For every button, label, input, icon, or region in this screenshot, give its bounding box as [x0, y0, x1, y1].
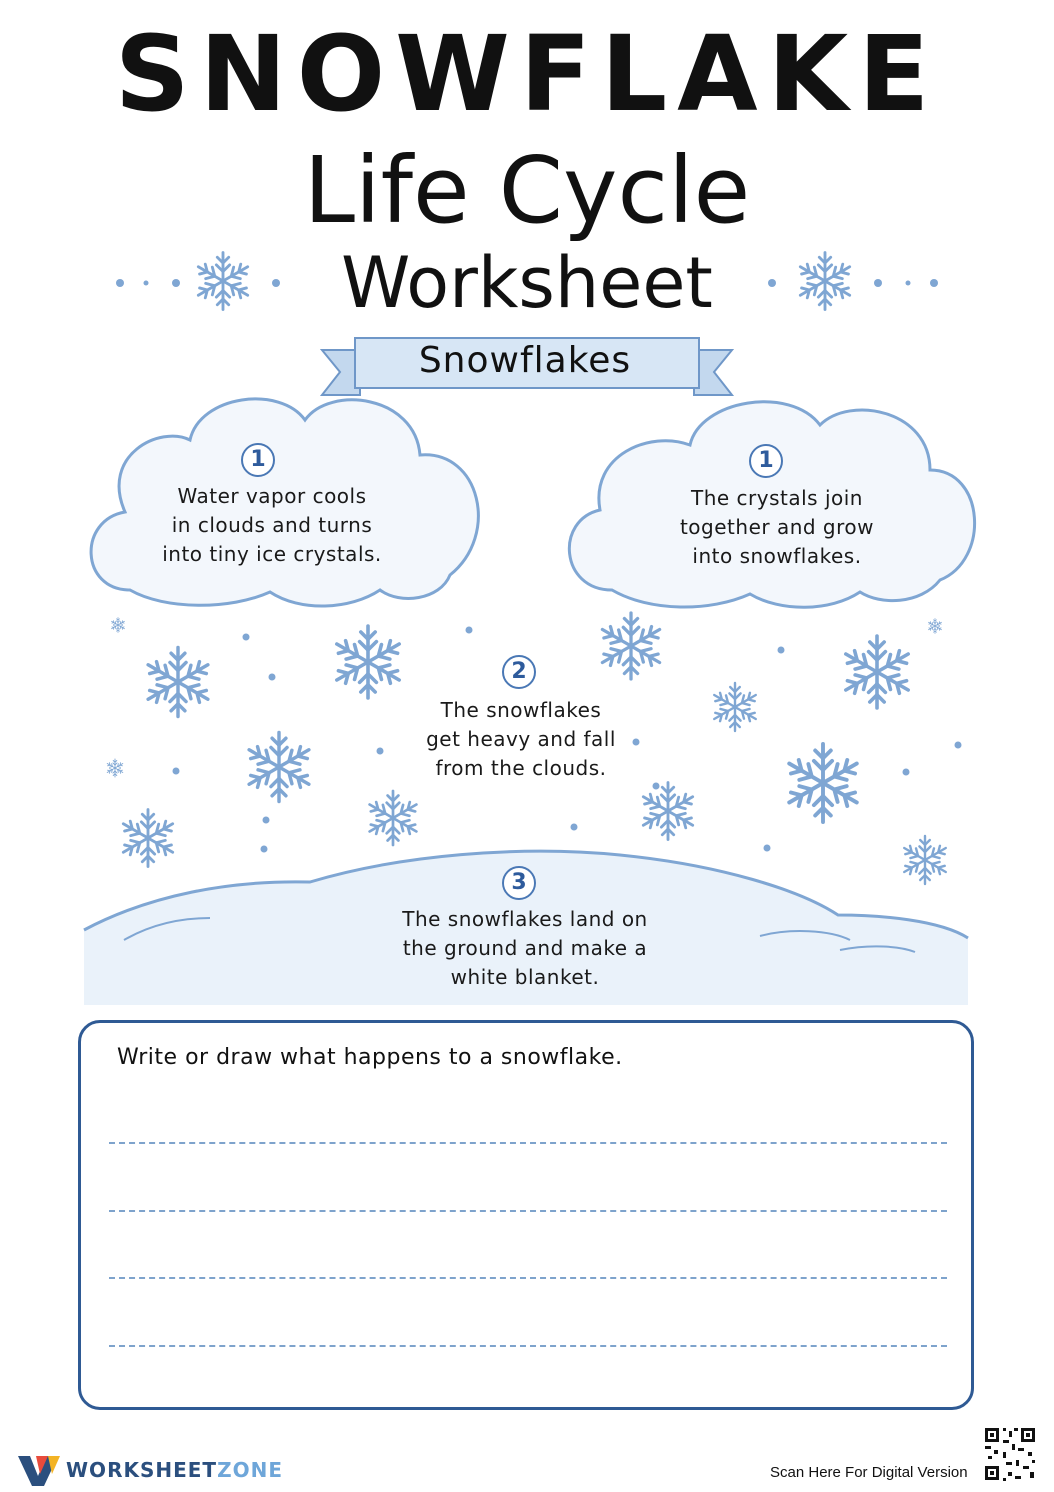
snowflake-icon [842, 636, 913, 708]
writing-line[interactable] [109, 1210, 947, 1212]
step-text-line: the ground and make a [402, 936, 648, 960]
step-text-line: together and grow [679, 515, 875, 539]
writing-prompt: Write or draw what happens to a snowflake. [117, 1045, 623, 1070]
writing-line[interactable] [109, 1345, 947, 1347]
step-text-line: in clouds and turns [171, 513, 373, 537]
step-text-line: The snowflakes [440, 698, 602, 722]
banner-label: Snowflakes [418, 340, 632, 381]
step-text [389, 696, 653, 783]
title-main: SNOWFLAKE [114, 13, 940, 135]
qr-code-icon [983, 1426, 1037, 1484]
worksheetzone-logo-icon [18, 1456, 60, 1486]
step-text-line: from the clouds. [435, 756, 607, 780]
snowflake-icon [144, 648, 212, 717]
snowflake-icon [785, 744, 862, 822]
step-text [645, 484, 909, 571]
step-number-badge: 1 [749, 444, 783, 478]
step-text [140, 482, 404, 569]
snowflake-icon [333, 626, 404, 698]
step-number-badge: 2 [502, 655, 536, 689]
snowflake-icon [928, 619, 943, 634]
snowflake-icon [901, 836, 948, 884]
snowflake-icon [245, 733, 313, 802]
title-subtitle: Life Cycle [303, 137, 751, 244]
writing-line[interactable] [109, 1277, 947, 1279]
step-text-line: white blanket. [450, 965, 600, 989]
writing-line[interactable] [109, 1142, 947, 1144]
snowflake-icon [640, 783, 696, 840]
step-number-badge: 1 [241, 443, 275, 477]
snowflake-icon [120, 810, 176, 867]
step-text-line: get heavy and fall [426, 727, 616, 751]
scan-label: Scan Here For Digital Version [770, 1464, 968, 1481]
brand-name-part2: ZONE [217, 1458, 283, 1482]
brand-name-part1: WORKSHEET [66, 1458, 218, 1482]
step-number-badge: 3 [502, 866, 536, 900]
brand-name [66, 1458, 283, 1482]
step-text-line: The snowflakes land on [402, 907, 648, 931]
step-text [379, 905, 671, 992]
step-text-line: into tiny ice crystals. [162, 542, 382, 566]
writing-area[interactable] [78, 1020, 974, 1410]
snowflake-icon [599, 613, 664, 679]
snowflake-icon [366, 791, 419, 845]
step-text-line: into snowflakes. [692, 544, 862, 568]
step-text-line: Water vapor cools [177, 484, 367, 508]
snowflake-icon [711, 683, 758, 731]
snowflake-icon [106, 759, 124, 777]
step-text-line: The crystals join [691, 486, 863, 510]
snowflake-icon [111, 618, 126, 633]
title-worksheet: Worksheet [341, 242, 713, 324]
